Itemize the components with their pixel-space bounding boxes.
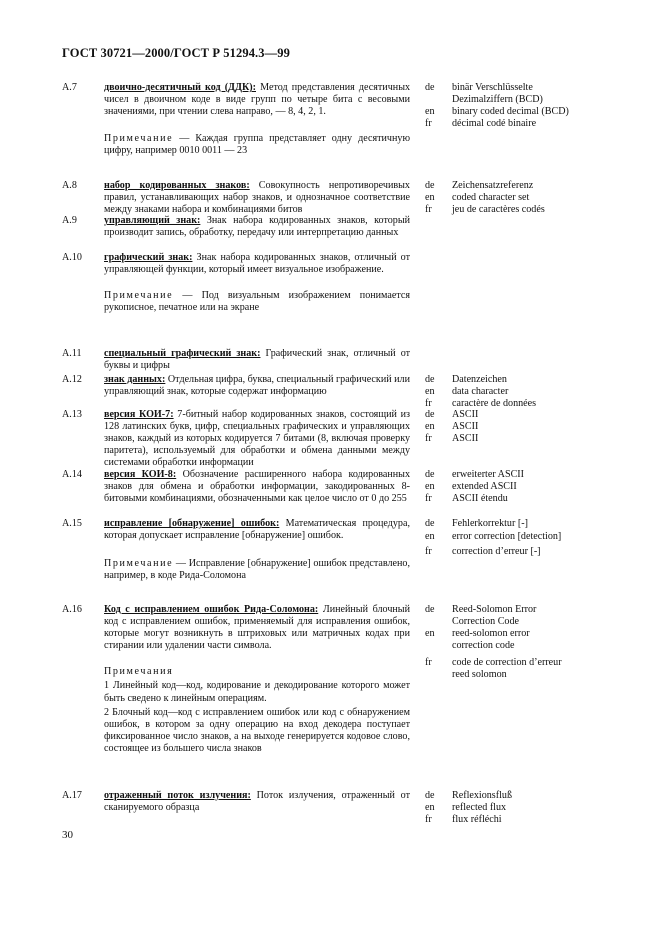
lang-term: Reflexionsfluß: [452, 790, 512, 801]
note-label: Примечание: [104, 290, 174, 302]
term: отраженный поток излучения:: [104, 790, 251, 801]
lang-code: en: [425, 802, 435, 814]
note-label: Примечание: [104, 133, 174, 145]
translation-row: [425, 82, 635, 94]
lang-code: en: [425, 628, 435, 640]
term: графический знак:: [104, 252, 193, 263]
entry-number: А.8: [62, 180, 77, 191]
definition: Отдельная цифра, буква, специальный графический или управляющий знак, которые содержат информацию: [104, 374, 410, 398]
definition: 7-битный набор кодированных знаков, состоящий из 128 латинских букв, цифр, специальных графических и управляющих знаков, каждый из которых кодируется 7 битами (8, включая проверку паритета), используемый для обработки и обмена данными между системами обработки информации: [104, 409, 410, 469]
definition: Совокупность непротиворечивых правил, устанавливающих набор знаков, и однозначное соответствие между знаками набора и комбинациями битов: [104, 180, 410, 216]
translations: [425, 374, 635, 410]
lang-code: de: [425, 469, 435, 480]
entry-text: [104, 348, 410, 372]
term: знак данных:: [104, 374, 166, 385]
translation-row: [425, 118, 635, 130]
term: специальный графический знак:: [104, 348, 261, 359]
entry-text: [104, 604, 410, 755]
lang-term: erweiterter ASCII: [452, 469, 525, 480]
translation-row: [425, 518, 635, 530]
note-text: — Под визуальным изображением понимается рукописное, печатное или на экране: [104, 290, 410, 314]
lang-term: flux réfléchi: [452, 814, 502, 826]
translation-row: [425, 374, 635, 386]
translations: [425, 409, 635, 445]
translation-row: [425, 802, 635, 814]
term: Код с исправлением ошибок Рида-Соломона:: [104, 604, 319, 615]
entry-number: А.14: [62, 469, 82, 480]
lang-term: error correction [detection]: [452, 531, 562, 543]
lang-term: Correction Code: [452, 616, 519, 628]
lang-code: fr: [425, 433, 432, 445]
lang-code: fr: [425, 814, 432, 826]
translation-row: [425, 628, 635, 640]
translations: [425, 604, 635, 682]
entry-number: А.7: [62, 82, 77, 93]
page-header: ГОСТ 30721—2000/ГОСТ Р 51294.3—99: [62, 46, 290, 60]
translation-row: [425, 94, 635, 106]
term: управляющий знак:: [104, 215, 201, 226]
entry-text: [104, 469, 410, 505]
notes-label: Примечания: [104, 666, 174, 678]
note-label: Примечание: [104, 558, 174, 570]
lang-code: en: [425, 386, 435, 398]
entry-text: [104, 215, 410, 239]
translations: [425, 469, 635, 505]
entry-text: [104, 252, 410, 314]
translation-row: [425, 640, 635, 652]
definition: Графический знак, отличный от буквы и цифры: [104, 348, 411, 372]
lang-code: fr: [425, 204, 432, 216]
definition: Метод представления десятичных чисел в двоичном коде в виде групп по четыре бита с весовыми значениями, при чтении слева направо, — 8, 4, 2, 1.: [104, 82, 411, 118]
definition: Знак набора кодированных знаков, который производит запись, обработку, передачу или интерпретацию данных: [104, 215, 411, 239]
lang-code: fr: [425, 118, 432, 130]
translation-row: [425, 531, 635, 543]
page-number: 30: [62, 829, 73, 841]
entry-text: [104, 180, 410, 216]
translation-row: [425, 421, 635, 433]
lang-term: reed-solomon error: [452, 628, 530, 640]
definition: Обозначение расширенного набора кодированных знаков для обмена и обработки информации, закодированных 8-битовыми комбинациями, обозначенными как целое число от 0 до 255: [104, 469, 410, 505]
lang-term: décimal codé binaire: [452, 118, 537, 130]
lang-code: fr: [425, 546, 432, 558]
lang-code: fr: [425, 398, 432, 410]
translation-row: [425, 669, 635, 681]
translation-row: [425, 657, 635, 669]
entry-text: [104, 374, 410, 398]
lang-term: Zeichensatzreferenz: [452, 180, 534, 191]
translations: [425, 180, 635, 216]
translation-row: [425, 814, 635, 826]
definition: Линейный блочный код с исправлением ошибок, применяемый для исправления ошибок, которые могут возникнуть в штриховых или матричных кодах при стирании или удалении части символа.: [104, 604, 410, 652]
lang-code: de: [425, 180, 435, 191]
entry-text: [104, 82, 410, 157]
translation-row: [425, 180, 635, 192]
entry-number: А.9: [62, 215, 77, 226]
definition: Математическая процедура, которая допускает исправление [обнаружение] ошибок.: [104, 518, 410, 542]
translation-row: [425, 546, 635, 558]
note-text: — Исправление [обнаружение] ошибок представлено, например, в коде Рида-Соломона: [104, 558, 410, 582]
lang-code: de: [425, 82, 435, 93]
lang-term: extended ASCII: [452, 481, 517, 493]
entry-number: А.16: [62, 604, 82, 615]
lang-code: de: [425, 409, 435, 420]
lang-code: fr: [425, 493, 432, 505]
translations: [425, 790, 635, 826]
entry-number: А.15: [62, 518, 82, 529]
lang-code: de: [425, 518, 435, 529]
lang-code: de: [425, 790, 435, 801]
lang-term: correction code: [452, 640, 515, 652]
lang-term: reflected flux: [452, 802, 507, 814]
lang-code: fr: [425, 657, 432, 669]
lang-term: binary coded decimal (BCD): [452, 106, 569, 118]
lang-code: [425, 616, 452, 628]
lang-code: [425, 640, 452, 652]
lang-term: coded character set: [452, 192, 530, 204]
lang-term: ASCII: [452, 409, 479, 420]
lang-code: en: [425, 531, 435, 543]
entry-text: [104, 409, 410, 469]
lang-term: ASCII étendu: [452, 493, 508, 505]
lang-term: Dezimalziffern (BCD): [452, 94, 543, 106]
lang-term: binär Verschlüsselte: [452, 82, 533, 93]
entry-number: А.17: [62, 790, 82, 801]
lang-term: Reed-Solomon Error: [452, 604, 537, 615]
lang-term: caractère de données: [452, 398, 537, 410]
translation-row: [425, 469, 635, 481]
lang-term: jeu de caractères codés: [452, 204, 545, 216]
definition: Поток излучения, отраженный от сканируемого образца: [104, 790, 410, 814]
lang-term: reed solomon: [452, 669, 507, 681]
lang-code: en: [425, 106, 435, 118]
lang-term: ASCII: [452, 433, 479, 445]
lang-term: ASCII: [452, 421, 479, 433]
lang-code: de: [425, 604, 435, 615]
note-1: 1 Линейный код—код, кодирование и декодирование которого может быть сведено к линейным операциям.: [104, 680, 410, 704]
translation-row: [425, 409, 635, 421]
lang-code: en: [425, 192, 435, 204]
translation-row: [425, 481, 635, 493]
translation-row: [425, 106, 635, 118]
lang-term: data character: [452, 386, 509, 398]
lang-code: [425, 94, 452, 106]
term: двоично-десятичный код (ДДК):: [104, 82, 256, 93]
lang-code: [425, 669, 452, 681]
lang-term: correction d’erreur [-]: [452, 546, 541, 558]
definition: Знак набора кодированных знаков, отличный от управляющей функции, который имеет визуальное изображение.: [104, 252, 411, 276]
translation-row: [425, 604, 635, 616]
note-2: 2 Блочный код—код с исправлением ошибок или код с обнаружением ошибок, в котором за одну операцию на вход декодера поступает фиксированное число знаков, а на выходе генерируется кодовое слово, состоящее из большего числа знаков: [104, 706, 410, 754]
translations: [425, 82, 635, 130]
lang-term: Datenzeichen: [452, 374, 507, 385]
translation-row: [425, 204, 635, 216]
entry-number: А.11: [62, 348, 82, 359]
lang-term: code de correction d’erreur: [452, 657, 562, 669]
translation-row: [425, 616, 635, 628]
translation-row: [425, 493, 635, 505]
lang-code: de: [425, 374, 435, 385]
note-text: — Каждая группа представляет одну десятичную цифру, например 0010 0011 — 23: [104, 133, 410, 157]
translation-row: [425, 790, 635, 802]
lang-code: en: [425, 481, 435, 493]
term: версия КОИ-8:: [104, 469, 177, 480]
entry-text: [104, 790, 410, 814]
term: версия КОИ-7:: [104, 409, 174, 420]
translation-row: [425, 433, 635, 445]
entry-number: А.13: [62, 409, 82, 420]
term: исправление [обнаружение] ошибок:: [104, 518, 280, 529]
lang-code: en: [425, 421, 435, 433]
translations: [425, 518, 635, 558]
lang-term: Fehlerkorrektur [-]: [452, 518, 528, 529]
term: набор кодированных знаков:: [104, 180, 250, 191]
entry-number: А.10: [62, 252, 82, 263]
translation-row: [425, 192, 635, 204]
translation-row: [425, 386, 635, 398]
entry-text: [104, 518, 410, 582]
entry-number: А.12: [62, 374, 82, 385]
